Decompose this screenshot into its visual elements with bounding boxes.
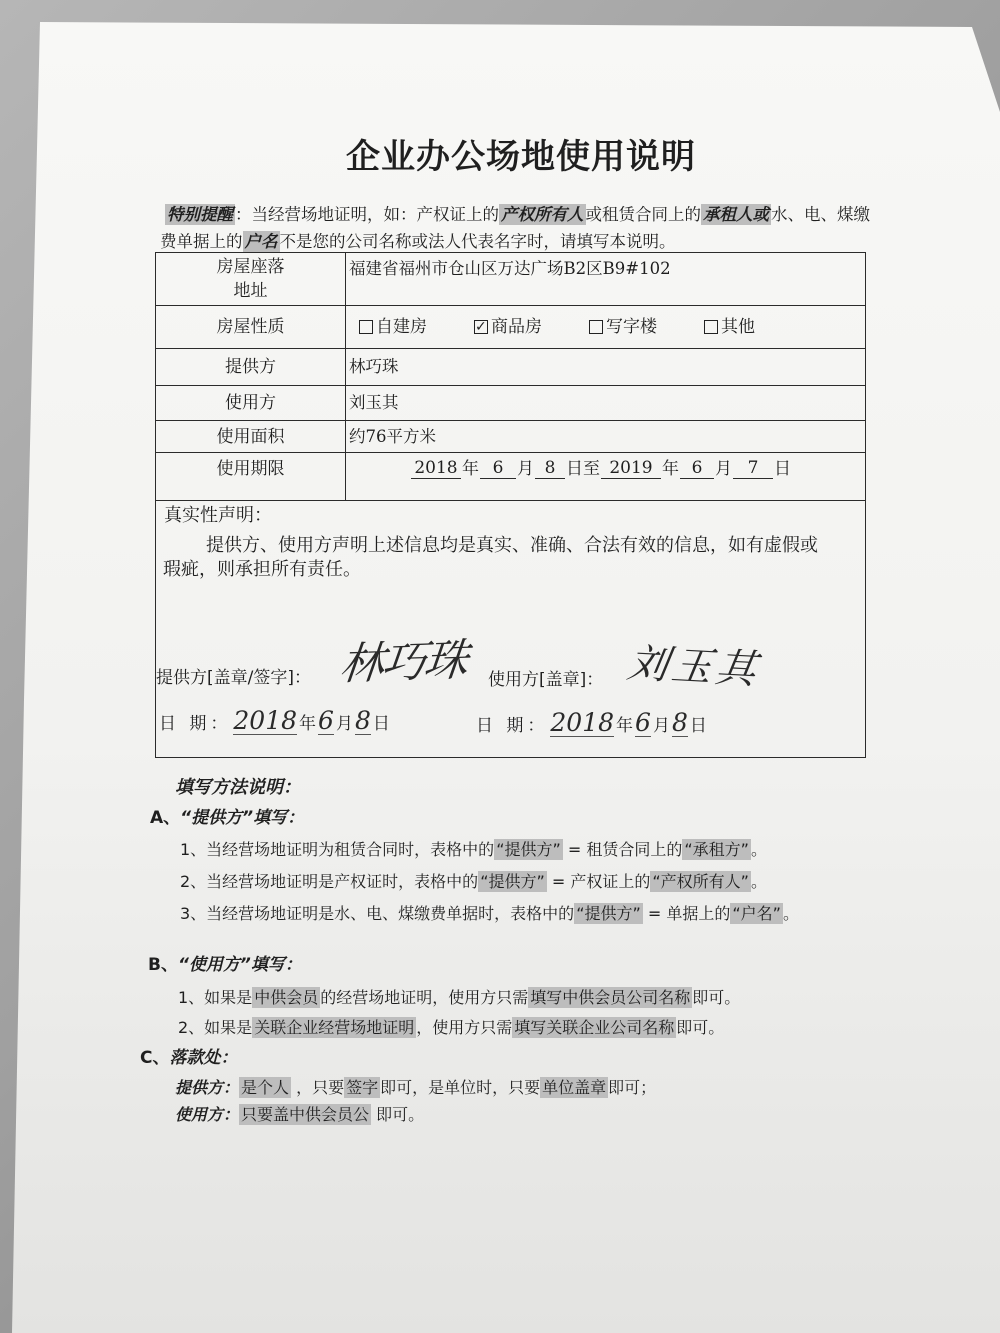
text-segment: 1、当经营场地证明为租赁合同时，表格中的 <box>180 840 495 859</box>
handwritten-day: 8 <box>354 706 371 735</box>
text-segment: 水、电、煤缴 <box>771 205 870 224</box>
section-a-item-1 <box>180 839 767 861</box>
text-segment: A、 <box>150 808 181 828</box>
highlighted-text: 只要盖中供会员公 <box>241 1105 370 1124</box>
checkbox <box>474 320 488 334</box>
period-label: 使用期限 <box>156 453 346 501</box>
document-title: 企业办公场地使用说明 <box>346 137 696 177</box>
address-value: 福建省福州市仓山区万达广场B2区B9#102 <box>346 253 866 306</box>
text-segment: 。 <box>750 840 767 859</box>
provider-row <box>156 349 866 386</box>
highlighted-text: “产权所有人” <box>652 872 749 891</box>
provider-value: 林巧珠 <box>346 349 866 386</box>
option-label: 自建房 <box>376 317 427 337</box>
highlighted-text: 单位盖章 <box>542 1078 607 1097</box>
option-label: 其他 <box>721 317 755 337</box>
property-type-label: 房屋性质 <box>156 306 346 349</box>
year-unit: 年 <box>616 716 634 736</box>
section-c-item-1 <box>175 1077 656 1099</box>
emphasized-text: 提供方： <box>175 1078 240 1097</box>
end-month: 6 <box>680 458 714 479</box>
year-unit: 年 <box>662 459 679 479</box>
section-b-item-1 <box>178 987 740 1009</box>
highlighted-text: “户名” <box>732 904 781 923</box>
day-unit: 日 <box>372 714 390 734</box>
notice-line-1 <box>165 204 870 226</box>
month-unit: 月 <box>652 716 670 736</box>
start-month: 6 <box>480 458 516 479</box>
area-row <box>156 421 866 453</box>
emphasized-text: 落款处： <box>169 1048 238 1068</box>
highlighted-text: 签字 <box>346 1078 379 1097</box>
text-segment: ，只要 <box>291 1078 345 1097</box>
user-sign-label: 使用方[盖章]： <box>488 670 604 690</box>
section-b-item-2 <box>178 1017 724 1039</box>
user-value: 刘玉其 <box>346 386 866 421</box>
highlighted-text: 户名 <box>244 232 278 251</box>
emphasized-text: “提供方”填写： <box>180 808 305 828</box>
user-signature: 刘玉其 <box>624 640 764 694</box>
date-label: 日 期： <box>159 714 232 734</box>
highlighted-text: 填写关联企业公司名称 <box>514 1018 675 1037</box>
day-unit: 日 <box>689 716 707 736</box>
user-row <box>156 386 866 421</box>
end-day: 7 <box>733 458 773 479</box>
section-a-item-2 <box>180 871 767 893</box>
month-unit: 月 <box>517 459 534 479</box>
lease-period <box>349 458 865 479</box>
checkbox <box>359 320 373 334</box>
highlighted-text: “提供方” <box>496 840 561 859</box>
statement-line-2: 瑕疵，则承担所有责任。 <box>163 559 361 580</box>
day-unit: 日 <box>774 459 791 479</box>
highlighted-text: 是个人 <box>241 1078 290 1097</box>
address-label-line-2: 地址 <box>233 281 268 301</box>
section-b-header <box>148 953 302 977</box>
address-row <box>156 253 866 306</box>
text-segment: 的经营场地证明，使用方只需 <box>320 988 529 1007</box>
text-segment: 2、当经营场地证明是产权证时，表格中的 <box>180 872 479 891</box>
start-day: 8 <box>535 458 565 479</box>
text-segment: 2、如果是 <box>178 1018 253 1037</box>
highlighted-text: 关联企业经营场地证明 <box>254 1018 415 1037</box>
text-segment: B、 <box>148 955 178 975</box>
period-value-cell <box>346 453 866 501</box>
date-label: 日 期： <box>476 716 549 736</box>
highlighted-text: “提供方” <box>576 904 641 923</box>
text-segment: = 单据上的 <box>642 904 731 923</box>
provider-label: 提供方 <box>156 349 346 386</box>
day-to-unit: 日至 <box>566 459 600 479</box>
area-value: 约76平方米 <box>346 421 866 453</box>
option-label: 写字楼 <box>606 317 657 337</box>
section-c-header <box>140 1046 237 1070</box>
highlighted-text: 产权所有人 <box>501 205 584 224</box>
year-unit: 年 <box>299 714 317 734</box>
text-segment: 即可。 <box>692 988 741 1007</box>
text-segment: 即可； <box>608 1078 657 1097</box>
highlighted-text: “提供方” <box>480 872 545 891</box>
year-unit: 年 <box>462 459 479 479</box>
statement-line-1: 提供方、使用方声明上述信息均是真实、准确、合法有效的信息，如有虚假或 <box>206 535 818 556</box>
end-year: 2019 <box>601 458 661 479</box>
user-label: 使用方 <box>156 386 346 421</box>
text-segment: ，使用方只需 <box>416 1018 513 1037</box>
provider-date <box>159 708 390 735</box>
text-segment: 费单据上的 <box>160 232 243 251</box>
address-label-line-1: 房屋座落 <box>216 257 285 277</box>
text-segment: 即可。 <box>676 1018 725 1037</box>
month-unit: 月 <box>335 714 353 734</box>
text-segment: 不是您的公司名称或法人代表名字时，请填写本说明。 <box>279 232 676 251</box>
checkbox <box>704 320 718 334</box>
section-a-header <box>150 806 304 830</box>
month-unit: 月 <box>715 459 732 479</box>
form-table <box>155 252 866 501</box>
property-type-value-cell <box>346 306 866 349</box>
handwritten-day: 8 <box>671 708 688 737</box>
property-type-options <box>349 316 865 338</box>
text-segment: 。 <box>782 904 799 923</box>
text-segment: 即可。 <box>371 1105 425 1124</box>
text-segment: ：当经营场地证明，如：产权证上的 <box>235 205 499 224</box>
option-commercial-housing <box>474 316 589 338</box>
option-label: 商品房 <box>491 317 542 337</box>
option-self-built <box>359 316 474 338</box>
authenticity-statement-box <box>155 500 866 758</box>
provider-sign-label: 提供方[盖章/签字]： <box>156 668 311 688</box>
text-segment: 即可，是单位时，只要 <box>380 1078 541 1097</box>
highlighted-text: 承租人或 <box>703 205 769 224</box>
handwritten-year: 2018 <box>233 706 298 735</box>
checkbox <box>589 320 603 334</box>
provider-signature: 林巧珠 <box>337 634 469 691</box>
area-label: 使用面积 <box>156 421 346 453</box>
emphasized-text: 使用方： <box>175 1105 240 1124</box>
handwritten-month: 6 <box>318 706 334 735</box>
text-segment: = 产权证上的 <box>546 872 651 891</box>
property-type-row <box>156 306 866 349</box>
highlighted-text: 填写中供会员公司名称 <box>530 988 691 1007</box>
section-c-item-2 <box>175 1104 424 1126</box>
text-segment: 1、如果是 <box>178 988 253 1007</box>
option-other <box>704 316 819 338</box>
start-year: 2018 <box>411 458 461 479</box>
statement-heading: 真实性声明： <box>164 505 272 526</box>
text-segment: 。 <box>750 872 767 891</box>
text-segment: 或租赁合同上的 <box>585 205 701 224</box>
handwritten-month: 6 <box>635 708 651 737</box>
text-segment: C、 <box>140 1048 170 1068</box>
highlighted-text: “承租方” <box>684 840 749 859</box>
highlighted-text: 特别提醒 <box>167 205 233 224</box>
handwritten-year: 2018 <box>550 708 615 737</box>
emphasized-text: “使用方”填写： <box>177 955 302 975</box>
period-row <box>156 453 866 501</box>
instructions-heading: 填写方法说明： <box>175 777 301 798</box>
address-label-cell <box>156 253 346 306</box>
text-segment: = 租赁合同上的 <box>562 840 683 859</box>
user-date <box>476 710 707 737</box>
section-a-item-3 <box>180 903 799 925</box>
text-segment: 3、当经营场地证明是水、电、煤缴费单据时，表格中的 <box>180 904 575 923</box>
highlighted-text: 中供会员 <box>254 988 319 1007</box>
notice-line-2 <box>160 231 676 253</box>
option-office-building <box>589 316 704 338</box>
